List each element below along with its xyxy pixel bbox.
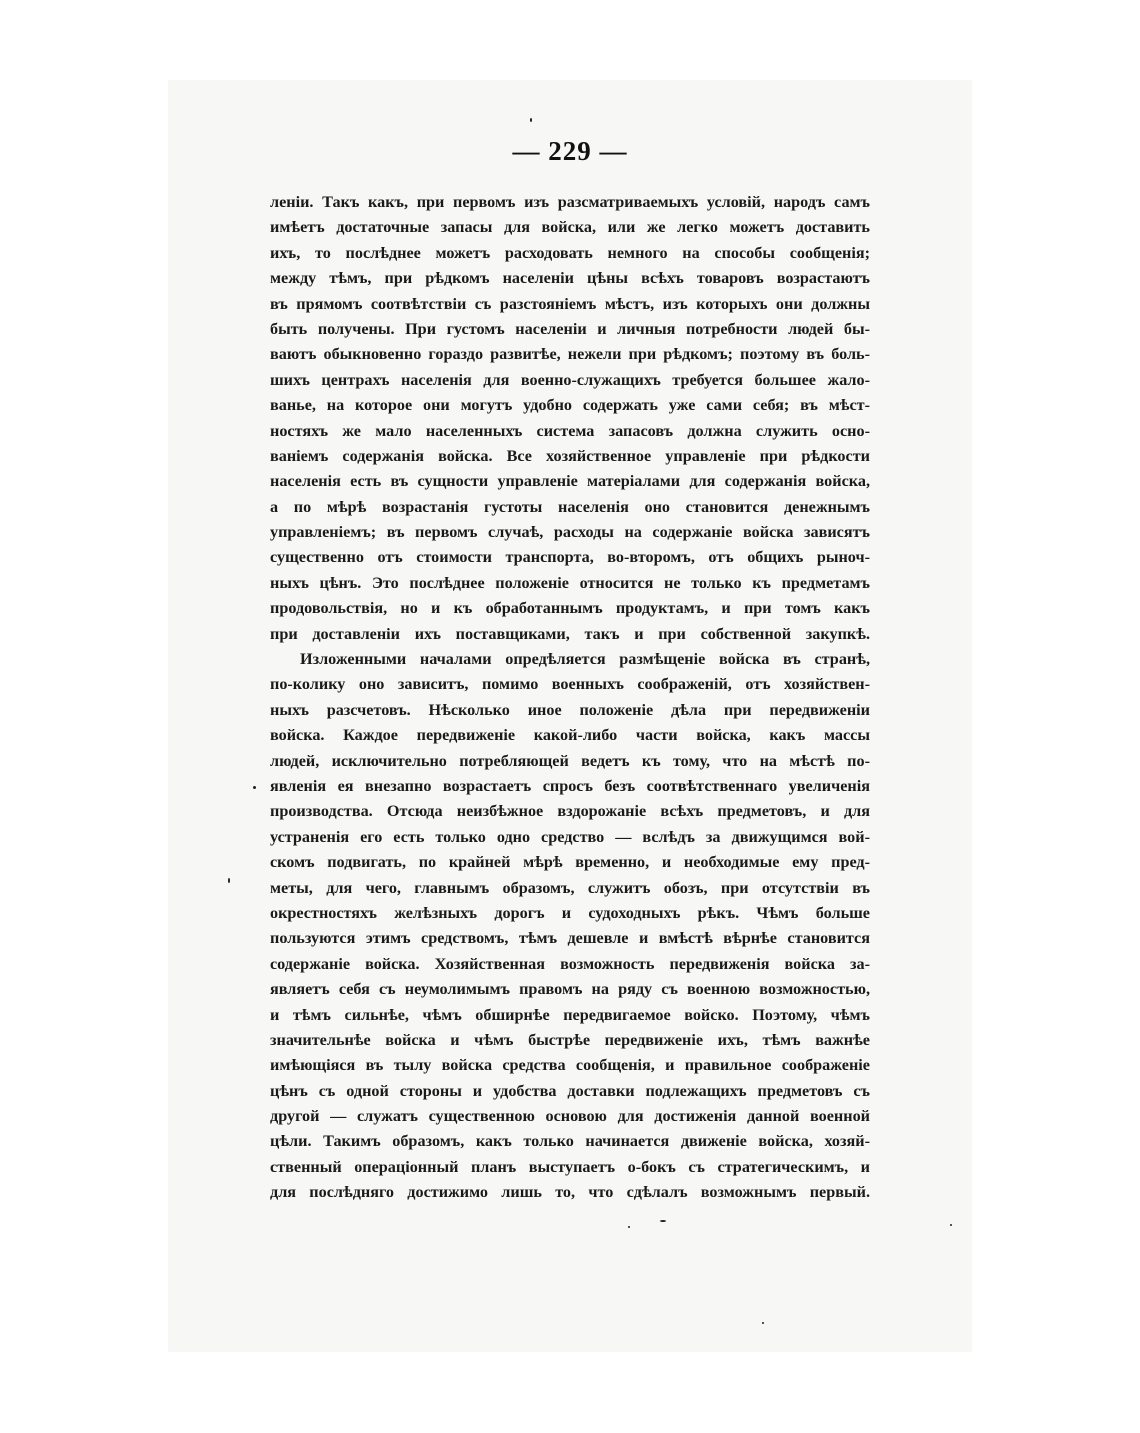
text-line: цѣнъ съ одной стороны и удобства доставки подлежащихъ предметовъ съ — [270, 1081, 870, 1100]
scan-speck — [228, 878, 230, 883]
scan-speck — [253, 786, 256, 789]
text-line: ныхъ цѣнъ. Это послѣднее положеніе относится не только къ предметамъ — [270, 573, 870, 592]
text-line: леніи. Такъ какъ, при первомъ изъ разсматриваемыхъ условій, народъ самъ — [270, 193, 870, 211]
text-line: людей, исключительно потребляющей ведетъ къ тому, что на мѣстѣ по- — [270, 751, 870, 770]
body-text — [270, 190, 870, 1206]
text-line: существенно отъ стоимости транспорта, во-второмъ, отъ общихъ рыноч- — [270, 548, 870, 567]
text-line: пользуются этимъ средствомъ, тѣмъ дешевле и вмѣстѣ вѣрнѣе становится — [270, 929, 870, 948]
text-line: являетъ себя съ неумолимымъ правомъ на ряду съ военною возможностью, — [270, 980, 870, 999]
text-line: другой — служатъ существенною основою для достиженія данной военной — [270, 1107, 870, 1126]
text-line: содержаніе войска. Хозяйственная возможность передвиженія войска за- — [270, 954, 870, 973]
scan-speck — [530, 118, 532, 122]
text-line: скомъ подвигать, по крайней мѣрѣ временно, и необходимые ему пред- — [270, 853, 870, 872]
text-line: и тѣмъ сильнѣе, чѣмъ обширнѣе передвигаемое войско. Поэтому, чѣмъ — [270, 1005, 870, 1024]
text-line: по-колику оно зависитъ, помимо военныхъ соображеній, отъ хозяйствен- — [270, 675, 870, 694]
text-line: меты, для чего, главнымъ образомъ, служитъ обозъ, при отсутствіи въ — [270, 878, 870, 897]
text-line: имѣющіяся въ тылу войска средства сообщенія, и правильное соображеніе — [270, 1056, 870, 1075]
text-line: быть получены. При густомъ населеніи и личныя потребности людей бы- — [270, 319, 870, 338]
text-line: ихъ, то послѣднее можетъ расходовать немного на способы сообщенія; — [270, 243, 870, 262]
text-line: между тѣмъ, при рѣдкомъ населеніи цѣны всѣхъ товаровъ возрастаютъ — [270, 269, 870, 288]
text-line: цѣли. Такимъ образомъ, какъ только начинается движеніе войска, хозяй- — [270, 1132, 870, 1151]
text-line: для послѣдняго достижимо лишь то, что сдѣлалъ возможнымъ первый. — [270, 1183, 870, 1202]
scan-speck — [628, 1226, 630, 1228]
text-line: ныхъ разсчетовъ. Нѣсколько иное положеніе дѣла при передвиженіи — [270, 700, 870, 719]
text-line: ваніемъ содержанія войска. Все хозяйственное управленіе при рѣдкости — [270, 446, 870, 465]
text-line: ственный операціонный планъ выступаетъ о-бокъ съ стратегическимъ, и — [270, 1157, 870, 1176]
text-line: производства. Отсюда неизбѣжное вздорожаніе всѣхъ предметовъ, и для — [270, 802, 870, 821]
text-line: продовольствія, но и къ обработаннымъ продуктамъ, и при томъ какъ — [270, 599, 870, 618]
text-line: ностяхъ же мало населенныхъ система запасовъ должна служить осно- — [270, 421, 870, 440]
scan-speck — [950, 1224, 952, 1226]
text-line: ванье, на которое они могутъ удобно содержать уже сами себя; въ мѣст- — [270, 396, 870, 415]
text-line: шихъ центрахъ населенія для военно-служащихъ требуется большее жало- — [270, 370, 870, 389]
page-number: — 229 — — [512, 136, 628, 166]
paragraph-first-line: Изложенными началами опредѣляется размѣщеніе войска въ странѣ, — [300, 650, 870, 669]
text-line: войска. Каждое передвиженіе какой-либо части войска, какъ массы — [270, 726, 870, 745]
text-line: имѣетъ достаточные запасы для войска, или же легко можетъ доставить — [270, 218, 870, 237]
text-line: ваютъ обыкновенно гораздо развитѣе, нежели при рѣдкомъ; поэтому въ боль- — [270, 345, 870, 364]
text-line: при доставленіи ихъ поставщиками, такъ и при собственной закупкѣ. — [270, 624, 870, 643]
text-line: явленія ея внезапно возрастаетъ спросъ безъ соотвѣтственнаго увеличенія — [270, 776, 870, 795]
text-line: устраненія его есть только одно средство — вслѣдъ за движущимся вой- — [270, 827, 870, 846]
scan-speck — [660, 1220, 666, 1222]
text-line: въ прямомъ соотвѣтствіи съ разстояніемъ мѣстъ, изъ которыхъ они должны — [270, 294, 870, 313]
text-line: значительнѣе войска и чѣмъ быстрѣе передвиженіе ихъ, тѣмъ важнѣе — [270, 1030, 870, 1049]
text-line: населенія есть въ сущности управленіе матеріалами для содержанія войска, — [270, 472, 870, 491]
text-line: управленіемъ; въ первомъ случаѣ, расходы на содержаніе войска зависятъ — [270, 523, 870, 542]
text-line: а по мѣрѣ возрастанія густоты населенія оно становится денежнымъ — [270, 497, 870, 516]
scan-speck — [762, 1322, 764, 1324]
text-line: окрестностяхъ желѣзныхъ дорогъ и судоходныхъ рѣкъ. Чѣмъ больше — [270, 903, 870, 922]
